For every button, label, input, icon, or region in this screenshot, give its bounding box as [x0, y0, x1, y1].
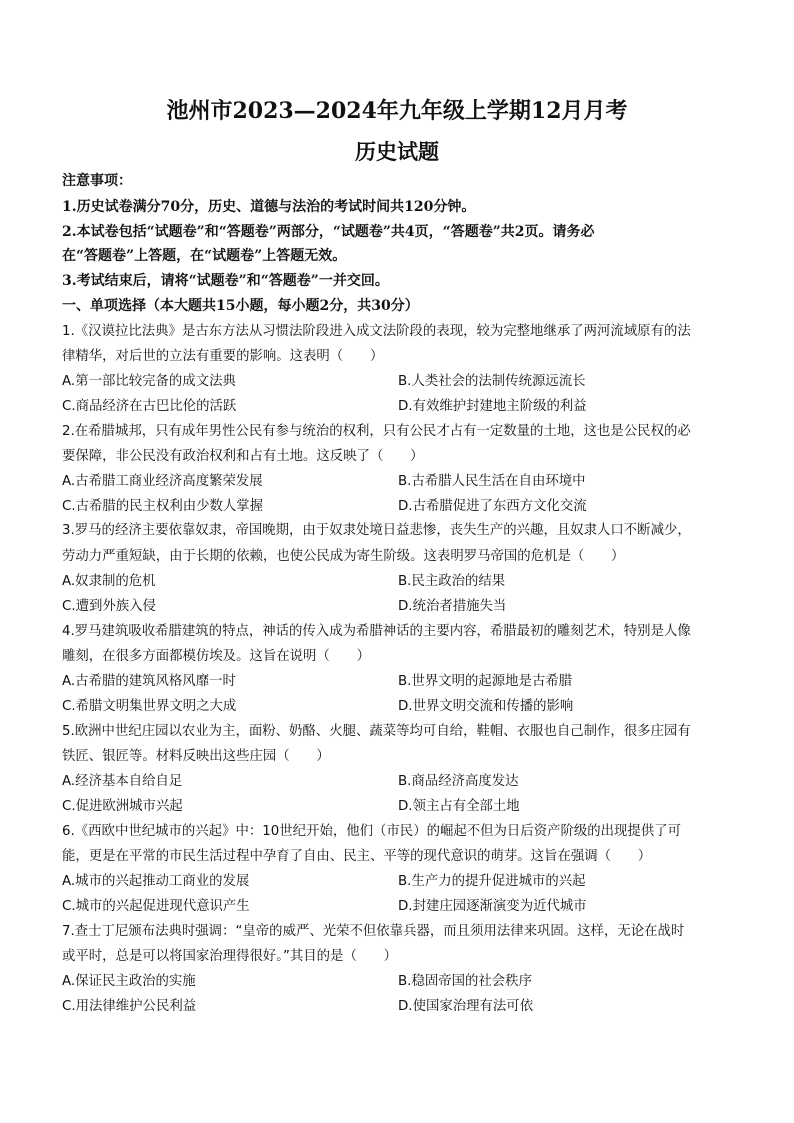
option-d: D.有效维护封建地主阶级的利益	[398, 399, 587, 414]
option-d: D.封建庄园逐渐演变为近代城市	[398, 899, 587, 914]
option-b: B.人类社会的法制传统源远流长	[398, 374, 586, 389]
option-c: C.遭到外族入侵	[62, 599, 156, 614]
question-text: 雕刻，在很多方面都模仿埃及。这旨在说明（ ）	[62, 649, 370, 664]
option-d: D.世界文明交流和传播的影响	[398, 699, 574, 714]
option-b: B.商品经济高度发达	[398, 774, 519, 789]
option-d: D.古希腊促进了东西方文化交流	[398, 499, 587, 514]
notice-line-2b: 在“答题卷”上答题，在“试题卷”上答题无效。	[62, 248, 347, 264]
option-a: A.城市的兴起推动工商业的发展	[62, 874, 250, 889]
notice-heading: 注意事项：	[62, 173, 132, 189]
question-text: 5.欧洲中世纪庄园以农业为主，面粉、奶酪、火腿、蔬菜等均可自给，鞋帽、衣服也自己制作，很多庄园有	[62, 724, 691, 739]
option-a: A.古希腊的建筑风格风靡一时	[62, 674, 236, 689]
question-text: 6.《西欧中世纪城市的兴起》中：10世纪开始，他们（市民）的崛起不但为日后资产阶级的出现提供了可	[62, 824, 681, 839]
notice-line-1: 1.历史试卷满分70分，历史、道德与法治的考试时间共120分钟。	[62, 199, 476, 215]
option-d: D.使国家治理有法可依	[398, 999, 534, 1014]
section-heading: 一、单项选择（本大题共15小题，每小题2分，共30分）	[62, 298, 419, 314]
question-text: 要保障，非公民没有政治权利和占有土地。这反映了（ ）	[62, 449, 424, 464]
option-a: A.经济基本自给自足	[62, 774, 183, 789]
option-a: A.奴隶制的危机	[62, 574, 156, 589]
subject-title: 历史试题	[355, 139, 439, 164]
option-a: A.古希腊工商业经济高度繁荣发展	[62, 474, 263, 489]
option-b: B.民主政治的结果	[398, 574, 506, 589]
question-text: 铁匠、银匠等。材料反映出这些庄园（ ）	[62, 749, 330, 764]
question-text: 劳动力严重短缺，由于长期的依赖，也使公民成为寄生阶级。这表明罗马帝国的危机是（ ）	[62, 549, 625, 564]
option-b: B.世界文明的起源地是古希腊	[398, 674, 573, 689]
question-text: 2.在希腊城邦，只有成年男性公民有参与统治的权利，只有公民才占有一定数量的土地，这也是公民权的必	[62, 424, 691, 439]
question-text: 能，更是在平常的市民生活过程中孕育了自由、民主、平等的现代意识的萌芽。这旨在强调（ ）	[62, 849, 652, 864]
option-d: D.统治者措施失当	[398, 599, 507, 614]
option-a: A.保证民主政治的实施	[62, 974, 196, 989]
option-b: B.古希腊人民生活在自由环境中	[398, 474, 586, 489]
option-d: D.领主占有全部土地	[398, 799, 520, 814]
option-c: C.商品经济在古巴比伦的活跃	[62, 399, 237, 414]
question-text: 3.罗马的经济主要依靠奴隶，帝国晚期，由于奴隶处境日益悲惨，丧失生产的兴趣，且奴隶人口不断减少，	[62, 523, 691, 538]
question-text: 律精华，对后世的立法有重要的影响。这表明（ ）	[62, 349, 384, 364]
option-a: A.第一部比较完备的成文法典	[62, 374, 236, 389]
question-text: 4.罗马建筑吸收希腊建筑的特点，神话的传入成为希腊神话的主要内容，希腊最初的雕刻艺术，特别是人像	[62, 624, 691, 639]
option-c: C.古希腊的民主权利由少数人掌握	[62, 499, 264, 514]
question-text: 或平时，总是可以将国家治理得很好。”其目的是（ ）	[62, 949, 398, 964]
option-b: B.稳固帝国的社会秩序	[398, 974, 532, 989]
question-text: 1.《汉谟拉比法典》是古东方法从习惯法阶段进入成文法阶段的表现，较为完整地继承了两河流域原有的法	[62, 324, 691, 339]
page-title: 池州市2023—2024年九年级上学期12月月考	[166, 98, 628, 124]
option-b: B.生产力的提升促进城市的兴起	[398, 874, 586, 889]
notice-line-3: 3.考试结束后，请将“试题卷”和“答题卷”一并交回。	[62, 273, 389, 289]
option-c: C.城市的兴起促进现代意识产生	[62, 899, 250, 914]
question-text: 7.查士丁尼颁布法典时强调：“皇帝的威严、光荣不但依靠兵器，而且须用法律来巩固。这样，无论在战时	[62, 924, 685, 939]
option-c: C.促进欧洲城市兴起	[62, 799, 183, 814]
option-c: C.希腊文明集世界文明之大成	[62, 699, 237, 714]
notice-line-2a: 2.本试卷包括“试题卷”和“答题卷”两部分，“试题卷”共4页，“答题卷”共2页。请务必	[62, 224, 595, 240]
option-c: C.用法律维护公民利益	[62, 999, 197, 1014]
